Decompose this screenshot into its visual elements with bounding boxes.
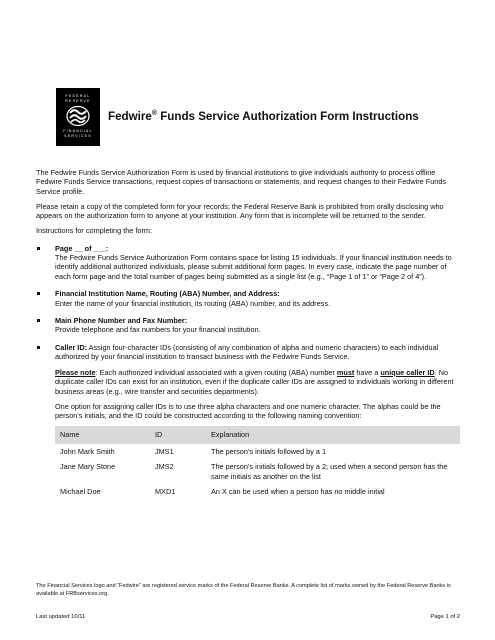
cell-explanation: The person’s initials followed by a 1 [211, 446, 327, 456]
bullet-institution-info [36, 289, 460, 308]
bullet-text: Provide telephone and fax numbers for your financial institution. [55, 325, 261, 335]
naming-convention-table [55, 426, 460, 500]
cell-id: JMS2 [155, 462, 174, 472]
header-name: Name [55, 426, 150, 444]
header-id: ID [150, 426, 206, 444]
note-unique: unique caller ID [380, 367, 435, 377]
cell-name: John Mark Smith [60, 446, 115, 456]
page-title [108, 110, 468, 123]
cell-explanation: An X can be used when a person has no middle initial [211, 486, 385, 496]
bullet-heading: Page __ of ___: [55, 243, 109, 253]
caller-id-heading: Caller ID: [55, 342, 88, 352]
registered-mark: ® [151, 110, 157, 117]
table-header-row [55, 426, 460, 444]
caller-id-option: One option for assigning caller IDs is to use three alpha characters and one numeric character. The alphas could be the person’s initials, and the ID could be constructed according to the following naming convention: [55, 401, 441, 421]
logo-line-reserve: RESERVE [65, 99, 91, 103]
header-explanation: Explanation [206, 426, 460, 444]
cell-id: JMS1 [155, 446, 174, 456]
caller-id-note [55, 368, 460, 396]
federal-reserve-logo [56, 88, 100, 146]
bullet-phone-fax [36, 316, 460, 335]
logo-line-services: SERVICES [64, 134, 92, 138]
bullet-square-icon [37, 292, 40, 295]
bullet-heading: Financial Institution Name, Routing (ABA) Number, and Address: [55, 289, 280, 299]
caller-id-description: Assign four-character IDs (consisting of any combination of alpha and numeric characters) to each individual authorized by your financial institution to transact business with the Fedwire Funds Service. [55, 342, 439, 362]
document-body [36, 168, 460, 507]
bullet-square-icon [37, 319, 40, 322]
title-brand: Fedwire [108, 110, 152, 123]
table-row [55, 459, 460, 484]
cell-id: MXD1 [155, 486, 176, 496]
intro-paragraph-1: The Fedwire Funds Service Authorization Form is used by financial institutions to give individuals authority to process offline Fedwire Funds Service transactions, request copies of transactions or statements, and request changes to their Fedwire Funds Service profile. [36, 168, 447, 196]
bullet-page-number [36, 244, 460, 282]
bullet-heading: Main Phone Number and Fax Number: [55, 316, 188, 326]
bullet-text: Enter the name of your financial institution, its routing (ABA) number, and its address. [55, 298, 330, 308]
logo-line-federal: FEDERAL [65, 94, 91, 98]
last-updated: Last updated 10/11 [36, 614, 86, 620]
page-number: Page 1 of 2 [430, 614, 460, 620]
note-text-c: . No duplicate caller IDs can exist for an institution, even if the duplicate caller IDs are assigned to individuals working in different business areas (e.g., wire transfer and securities departments). [55, 367, 454, 396]
note-text-b: have a [354, 367, 381, 377]
cell-explanation: The person’s initials followed by a 2; used when a second person has the same initials as another on the list [211, 462, 448, 481]
bullet-text: The Fedwire Funds Service Authorization Form contains space for listing 15 individuals. If your financial institution needs to identify additional authorized individuals, please submit additional form pages. In every case, indicate the page number of each form page and the total number of pages being submitted as a single list (e.g., “Page 1 of 1” or “Page 2 of 4”). [55, 253, 452, 281]
bullet-caller-id [36, 343, 460, 499]
title-rest: Funds Service Authorization Form Instructions [156, 110, 419, 123]
logo-emblem-icon [66, 105, 90, 127]
note-label: Please note [55, 367, 96, 377]
intro-paragraph-2: Please retain a copy of the completed form for your records; the Federal Reserve Bank is prohibited from orally disclosing who appears on the authorization form to anyone at your institution. Any form that is incomplete will be returned to the sender. [36, 201, 444, 221]
caller-id-text [55, 343, 460, 362]
logo-line-financial: FINANCIAL [63, 129, 93, 133]
cell-name: Jane Mary Stone [60, 462, 116, 472]
bullet-square-icon [37, 346, 40, 349]
table-row [55, 484, 460, 499]
trademark-footnote: The Financial Services logo and “Fedwire” are registered service marks of the Federal Reserve Banks. A complete list of marks owned by the Federal Reserve Banks is available at FRBservices.org. [36, 583, 451, 597]
bullet-square-icon [37, 247, 40, 250]
note-text-a: : Each authorized individual associated with a given routing (ABA) number [95, 367, 337, 377]
page-footer [36, 614, 460, 620]
table-row [55, 444, 460, 459]
note-must: must [336, 367, 355, 377]
cell-name: Michael Doe [60, 486, 101, 496]
intro-paragraph-3: Instructions for completing the form: [36, 226, 152, 236]
